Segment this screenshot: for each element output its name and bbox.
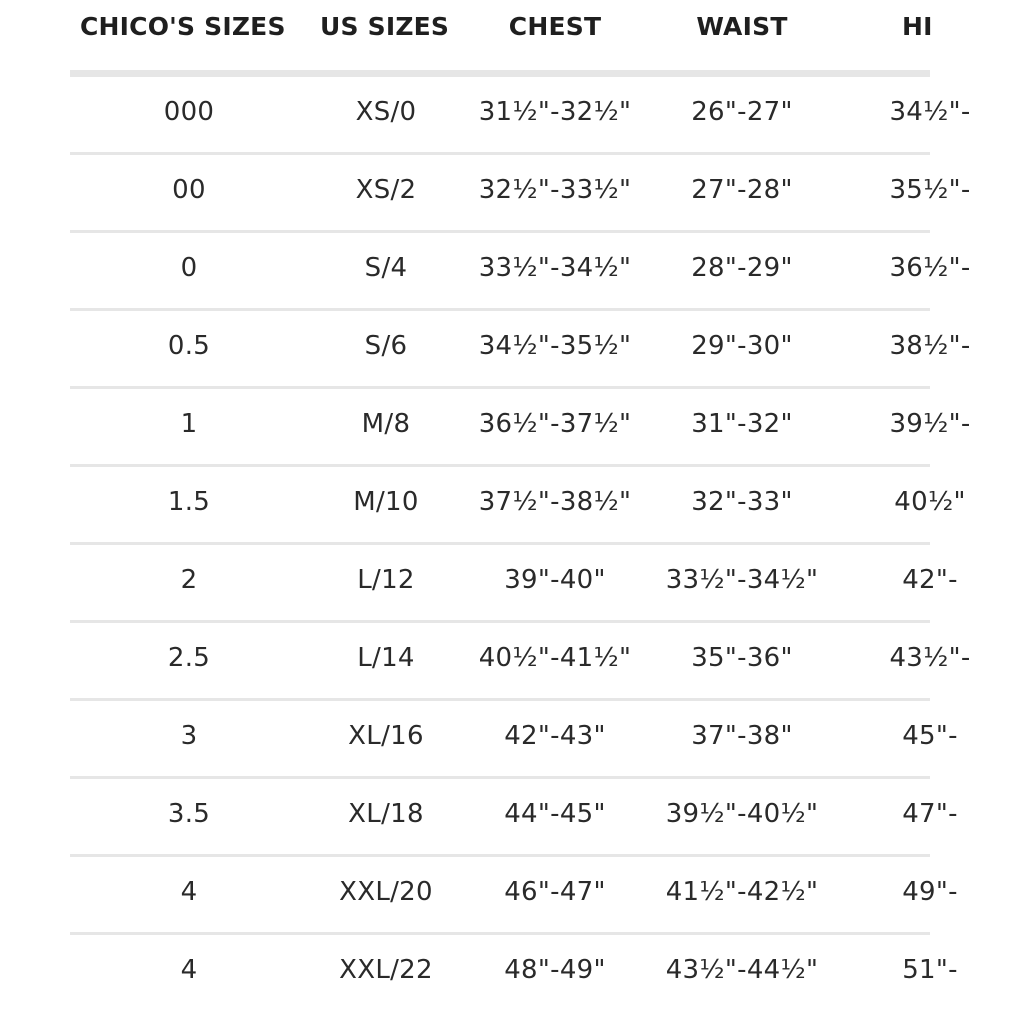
cell-chest: 46"-47" (504, 877, 606, 907)
cell-us-size: XS/2 (355, 175, 417, 205)
cell-hip: 39½"- (889, 409, 971, 439)
cell-hip: 36½"- (889, 253, 971, 283)
cell-hip: 40½" (894, 487, 966, 517)
cell-hip: 45"- (902, 721, 958, 751)
cell-waist: 26"-27" (691, 97, 793, 127)
cell-chest: 40½"-41½" (478, 643, 632, 673)
cell-chicos-size: 1.5 (167, 487, 211, 517)
cell-chicos-size: 2 (180, 565, 198, 595)
header-divider (70, 70, 930, 77)
cell-hip: 42"- (902, 565, 958, 595)
cell-chicos-size: 0.5 (167, 331, 211, 361)
table-row (0, 233, 1000, 311)
cell-us-size: XXL/20 (339, 877, 433, 907)
cell-chest: 44"-45" (504, 799, 606, 829)
table-row (0, 467, 1000, 545)
cell-us-size: M/8 (361, 409, 411, 439)
cell-chicos-size: 3.5 (167, 799, 211, 829)
cell-waist: 37"-38" (691, 721, 793, 751)
cell-chicos-size: 00 (172, 175, 206, 205)
cell-chest: 39"-40" (504, 565, 606, 595)
cell-hip: 35½"- (889, 175, 971, 205)
cell-chicos-size: 3 (180, 721, 198, 751)
cell-chest: 42"-43" (504, 721, 606, 751)
cell-chest: 37½"-38½" (478, 487, 632, 517)
cell-chest: 48"-49" (504, 955, 606, 985)
cell-chicos-size: 000 (163, 97, 215, 127)
table-row (0, 545, 1000, 623)
cell-us-size: S/4 (364, 253, 408, 283)
cell-waist: 43½"-44½" (665, 955, 819, 985)
cell-us-size: L/14 (357, 643, 415, 673)
cell-waist: 32"-33" (691, 487, 793, 517)
cell-chicos-size: 4 (180, 955, 198, 985)
cell-hip: 34½"- (889, 97, 971, 127)
cell-waist: 39½"-40½" (665, 799, 819, 829)
table-row (0, 155, 1000, 233)
table-row (0, 77, 1000, 155)
header-chicos-sizes: CHICO'S SIZES (80, 12, 286, 41)
cell-us-size: XL/18 (348, 799, 424, 829)
table-row (0, 857, 1000, 935)
cell-chest: 33½"-34½" (478, 253, 632, 283)
cell-us-size: M/10 (353, 487, 419, 517)
table-row (0, 389, 1000, 467)
table-row (0, 701, 1000, 779)
cell-us-size: XS/0 (355, 97, 417, 127)
header-waist: WAIST (696, 12, 788, 41)
table-row (0, 779, 1000, 857)
header-us-sizes: US SIZES (320, 12, 450, 41)
header-hip: HI (902, 12, 933, 41)
cell-us-size: L/12 (357, 565, 415, 595)
cell-chest: 36½"-37½" (478, 409, 632, 439)
cell-us-size: XL/16 (348, 721, 424, 751)
header-chest: CHEST (508, 12, 602, 41)
cell-chest: 34½"-35½" (478, 331, 632, 361)
cell-waist: 35"-36" (691, 643, 793, 673)
cell-chest: 32½"-33½" (478, 175, 632, 205)
cell-hip: 49"- (902, 877, 958, 907)
cell-waist: 31"-32" (691, 409, 793, 439)
cell-chicos-size: 2.5 (167, 643, 211, 673)
table-row (0, 623, 1000, 701)
cell-waist: 29"-30" (691, 331, 793, 361)
table-row (0, 935, 1000, 1013)
cell-hip: 47"- (902, 799, 958, 829)
cell-chicos-size: 0 (180, 253, 198, 283)
cell-chest: 31½"-32½" (478, 97, 632, 127)
cell-waist: 27"-28" (691, 175, 793, 205)
cell-hip: 51"- (902, 955, 958, 985)
cell-waist: 33½"-34½" (665, 565, 819, 595)
cell-waist: 28"-29" (691, 253, 793, 283)
cell-us-size: XXL/22 (339, 955, 433, 985)
cell-us-size: S/6 (364, 331, 408, 361)
table-header (0, 0, 1000, 72)
cell-chicos-size: 4 (180, 877, 198, 907)
cell-waist: 41½"-42½" (665, 877, 819, 907)
cell-hip: 38½"- (889, 331, 971, 361)
table-row (0, 311, 1000, 389)
cell-hip: 43½"- (889, 643, 971, 673)
cell-chicos-size: 1 (180, 409, 198, 439)
